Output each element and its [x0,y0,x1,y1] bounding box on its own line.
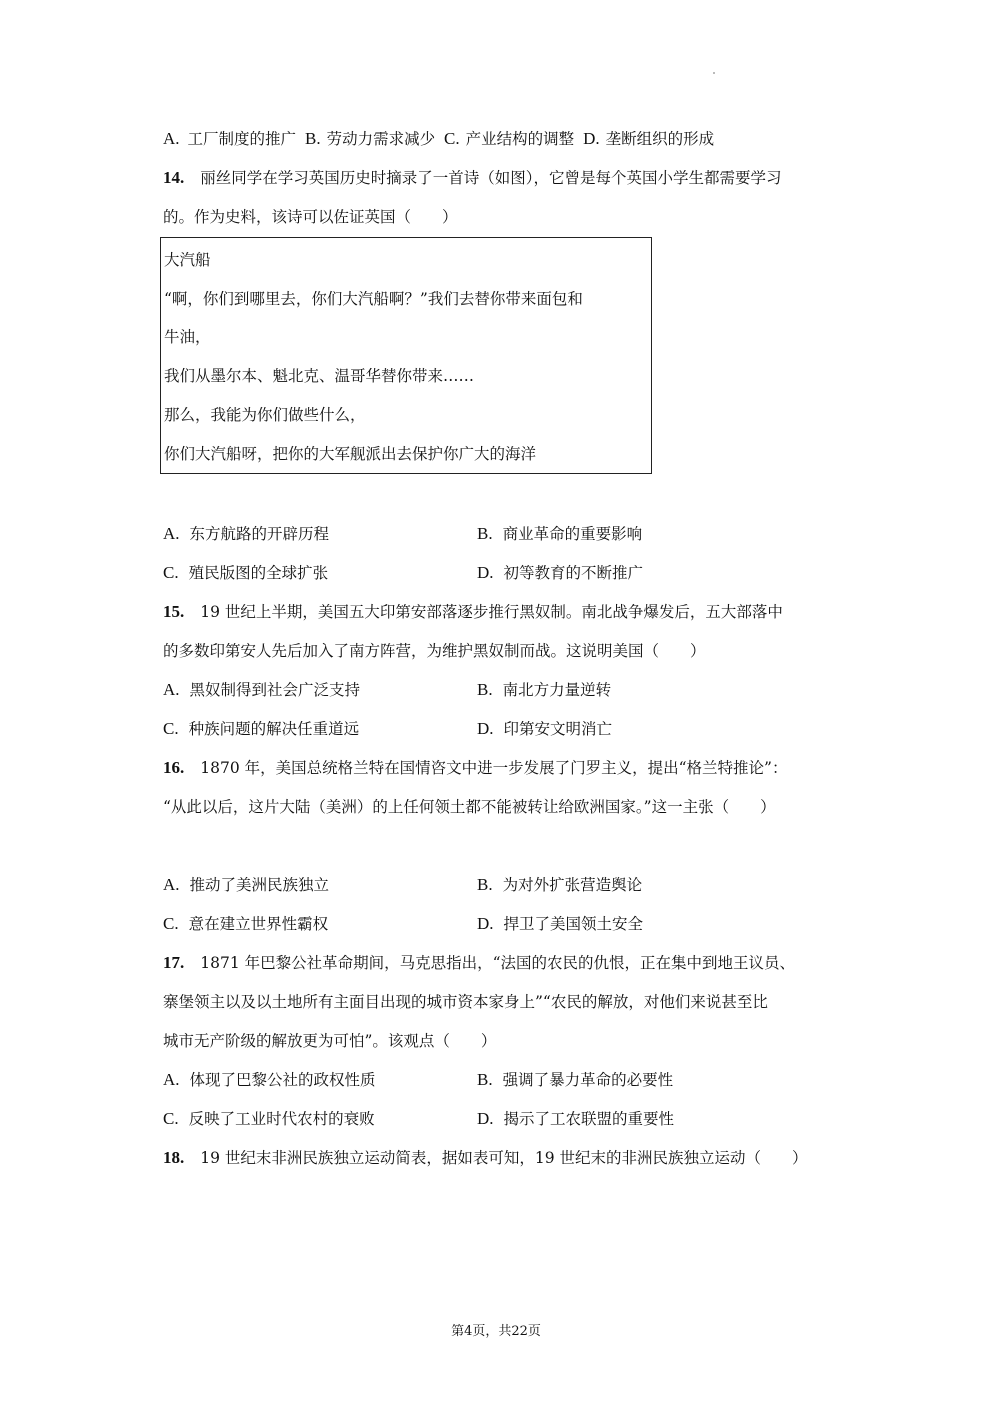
option-label: B. [477,875,493,894]
option-text: 反映了工业时代农村的衰败 [188,1110,375,1128]
q18-stem-text1: 19 世纪末非洲民族独立运动简表，据如表可知，19 世纪末的非洲民族独立运动（ ） [200,1149,808,1167]
option-label: D. [477,1109,494,1128]
q15-option-c [163,718,359,740]
q14-option-d [477,562,643,584]
option-text: 强调了暴力革命的必要性 [502,1071,674,1089]
q17-number: 17. [163,953,185,972]
q13-option-a-text: 工厂制度的推广 [187,130,297,148]
q15-stem-line1 [163,601,783,623]
option-text: 揭示了工农联盟的重要性 [503,1110,675,1128]
option-text: 殖民版图的全球扩张 [188,564,329,582]
q13-option-b-text: 劳动力需求减少 [326,130,436,148]
option-label: A. [163,524,180,543]
q14-number: 14. [163,168,185,187]
option-label: C. [163,719,179,738]
q15-option-d [477,718,612,740]
q14-option-c [163,562,328,584]
q15-option-b [477,679,611,701]
q17-stem-line2: 寨堡领主以及以土地所有主面目出现的城市资本家身上”“农民的解放，对他们来说甚至比 [163,993,768,1011]
q17-stem-line3: 城市无产阶级的解放更为可怕”。该观点（ ） [163,1032,497,1050]
q13-option-c-label: C. [444,129,460,148]
q13-options-row [163,128,714,150]
q16-option-b [477,874,642,896]
option-text: 推动了美洲民族独立 [189,876,330,894]
q17-stem-text1: 1871 年巴黎公社革命期间，马克思指出，“法国的农民的仇恨，正在集中到地王议员、 [200,954,796,972]
poem-line: 你们大汽船呀，把你的大军舰派出去保护你广大的海洋 [164,445,537,463]
option-label: C. [163,914,179,933]
q15-stem-line2: 的多数印第安人先后加入了南方阵营，为维护黑奴制而战。这说明美国（ ） [163,642,706,660]
q18-number: 18. [163,1148,185,1167]
page-footer: 第4页，共22页 [451,1324,541,1339]
option-text: 意在建立世界性霸权 [188,915,329,933]
option-text: 种族问题的解决任重道远 [188,720,360,738]
option-text: 捍卫了美国领土安全 [503,915,644,933]
q14-stem-text1: 丽丝同学在学习英国历史时摘录了一首诗（如图），它曾是每个英国小学生都需要学习 [200,169,782,187]
option-label: D. [477,719,494,738]
q18-stem-line1 [163,1147,808,1169]
option-text: 南北方力量逆转 [502,681,612,699]
q13-option-a-label: A. [163,129,180,148]
q16-stem-line1 [163,757,787,779]
poem-title: 大汽船 [164,251,211,269]
q14-option-a [163,523,329,545]
option-text: 为对外扩张营造舆论 [502,876,643,894]
option-label: B. [477,680,493,699]
option-label: B. [477,1070,493,1089]
q13-option-d-text: 垄断组织的形成 [605,130,715,148]
q16-number: 16. [163,758,185,777]
q16-option-c [163,913,328,935]
option-label: C. [163,563,179,582]
poem-line: 那么，我能为你们做些什么， [164,406,366,424]
q13-option-d-label: D. [583,129,600,148]
q17-stem-line1 [163,952,795,974]
option-label: A. [163,1070,180,1089]
q16-option-d [477,913,643,935]
q13-option-c-text: 产业结构的调整 [465,130,575,148]
option-label: B. [477,524,493,543]
q15-option-a [163,679,360,701]
q14-stem-line2: 的。作为史料，该诗可以佐证英国（ ） [163,208,458,226]
q14-stem-line1 [163,167,782,189]
option-text: 体现了巴黎公社的政权性质 [189,1071,376,1089]
option-label: C. [163,1109,179,1128]
poem-box [160,237,652,474]
option-label: D. [477,914,494,933]
q16-stem-text1: 1870 年，美国总统格兰特在国情咨文中进一步发展了门罗主义，提出“格兰特推论”： [200,759,788,777]
option-text: 黑奴制得到社会广泛支持 [189,681,361,699]
option-text: 商业革命的重要影响 [502,525,643,543]
q17-option-c [163,1108,375,1130]
q17-option-d [477,1108,674,1130]
q14-option-b [477,523,642,545]
option-text: 东方航路的开辟历程 [189,525,330,543]
option-label: D. [477,563,494,582]
q16-option-a [163,874,329,896]
q15-stem-text1: 19 世纪上半期，美国五大印第安部落逐步推行黑奴制。南北战争爆发后，五大部落中 [200,603,783,621]
option-text: 初等教育的不断推广 [503,564,644,582]
q17-option-a [163,1069,376,1091]
q17-option-b [477,1069,673,1091]
q15-number: 15. [163,602,185,621]
option-label: A. [163,680,180,699]
poem-line: “啊，你们到哪里去，你们大汽船啊？”我们去替你带来面包和 [164,290,583,308]
option-text: 印第安文明消亡 [503,720,613,738]
option-label: A. [163,875,180,894]
q16-stem-line2: “从此以后，这片大陆（美洲）的上任何领土都不能被转让给欧洲国家。”这一主张（ ） [163,798,776,816]
scan-speck [713,72,715,74]
poem-line: 牛油， [164,328,211,346]
q13-option-b-label: B. [304,129,321,148]
poem-line: 我们从墨尔本、魁北克、温哥华替你带来…… [164,367,475,385]
